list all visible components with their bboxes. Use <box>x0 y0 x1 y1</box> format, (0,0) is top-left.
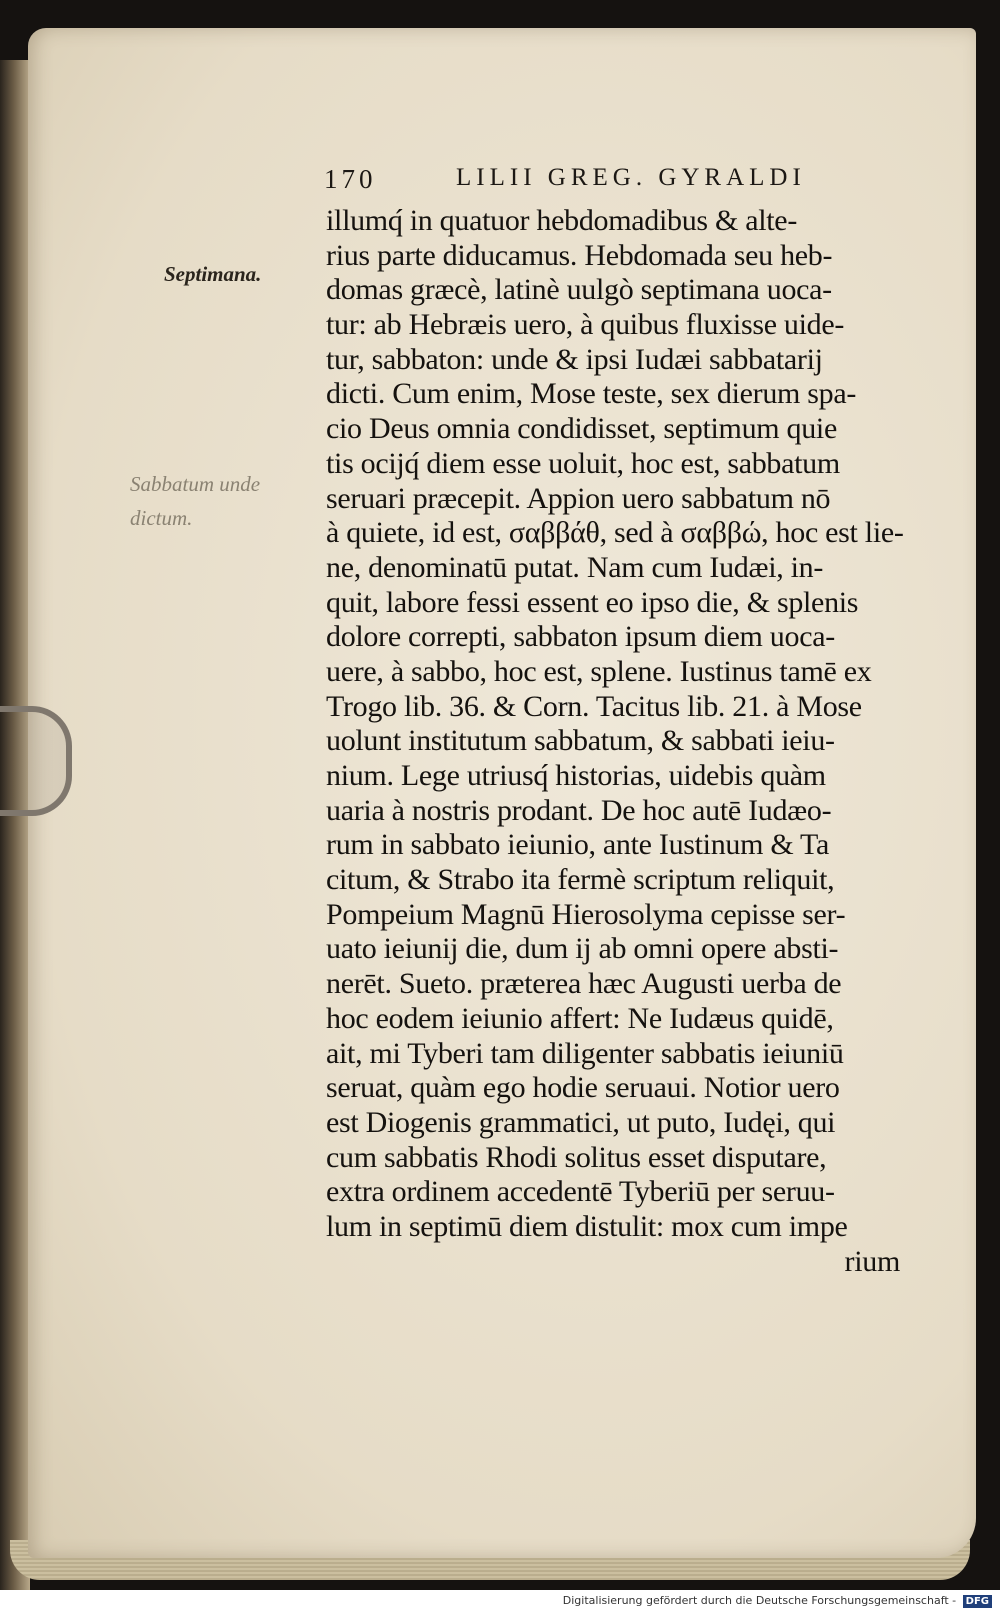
text-line: tur: ab Hebræis uero, à quibus fluxisse uide- <box>326 308 845 342</box>
text-line: uato ieiunij die, dum ij ab omni opere absti- <box>326 932 839 966</box>
body-text <box>326 204 906 1279</box>
running-header <box>324 164 884 200</box>
text-line: seruari præcepit. Appion uero sabbatum nō <box>326 481 831 515</box>
text-line: dicti. Cum enim, Mose teste, sex dierum spa- <box>326 377 857 411</box>
text-line: cum sabbatis Rhodi solitus esset disputare, <box>326 1140 827 1174</box>
text-line: rum in sabbato ieiunio, ante Iustinum & Ta <box>326 828 829 862</box>
text-line: tis ocijq́ diem esse uoluit, hoc est, sabbatum <box>326 446 840 480</box>
text-line: ait, mi Tyberi tam diligenter sabbatis ieiuniū <box>326 1036 844 1070</box>
text-line: à quiete, id est, σαββάθ, sed à σαββώ, hoc est lie- <box>326 516 904 550</box>
dfg-logo: DFG <box>963 1595 992 1608</box>
text-line: uaria à nostris prodant. De hoc autē Iudæo- <box>326 793 832 827</box>
book-clasp <box>0 706 72 816</box>
text-line: lum in septimū diem distulit: mox cum impe <box>326 1209 848 1243</box>
marginal-note-septimana: Septimana. <box>164 262 262 286</box>
text-line: uere, à sabbo, hoc est, splene. Iustinus tamē ex <box>326 654 872 688</box>
text-line: domas græcè, latinè uulgò septimana uoca- <box>326 273 832 307</box>
text-line: uolunt institutum sabbatum, & sabbati ieiu- <box>326 724 835 758</box>
marginal-note-sabbatum-line2: dictum. <box>130 506 193 530</box>
marginal-note-sabbatum-line1: Sabbatum unde <box>130 472 261 496</box>
text-line: tur, sabbaton: unde & ipsi Iudæi sabbatarij <box>326 342 823 376</box>
text-line: hoc eodem ieiunio affert: Ne Iudæus quidē, <box>326 1001 834 1035</box>
text-line: Trogo lib. 36. & Corn. Tacitus lib. 21. à Mose <box>326 689 862 723</box>
text-line: illumq́ in quatuor hebdomadibus & alte- <box>326 204 798 237</box>
book-spine-edge <box>0 60 30 1590</box>
book-page <box>28 28 976 1558</box>
text-line: seruat, quàm ego hodie seruaui. Notior uero <box>326 1071 840 1105</box>
credit-text: Digitalisierung gefördert durch die Deutsche Forschungsgemeinschaft - <box>562 1594 957 1607</box>
page-number: 170 <box>324 164 377 194</box>
text-line: nerēt. Sueto. præterea hæc Augusti uerba de <box>326 967 842 1001</box>
text-line: cio Deus omnia condidisset, septimum quie <box>326 412 837 446</box>
text-line: Pompeium Magnū Hierosolyma cepisse ser- <box>326 897 846 931</box>
catchword: rium <box>844 1244 900 1278</box>
text-line: dolore correpti, sabbaton ipsum diem uoca- <box>326 620 835 654</box>
text-line: nium. Lege utriusq́ historias, uidebis quàm <box>326 759 826 792</box>
text-line: rius parte diducamus. Hebdomada seu heb- <box>326 238 833 272</box>
digitization-credit <box>563 1594 992 1608</box>
text-line: ne, denominatū putat. Nam cum Iudæi, in- <box>326 550 824 584</box>
running-title: LILII GREG. GYRALDI <box>456 164 806 191</box>
text-line: citum, & Strabo ita fermè scriptum reliquit, <box>326 863 835 897</box>
text-line: extra ordinem accedentē Tyberiū per seruu- <box>326 1175 835 1209</box>
text-line: est Diogenis grammatici, ut puto, Iudęi, qui <box>326 1105 836 1139</box>
text-line: quit, labore fessi essent eo ipso die, & splenis <box>326 585 859 619</box>
